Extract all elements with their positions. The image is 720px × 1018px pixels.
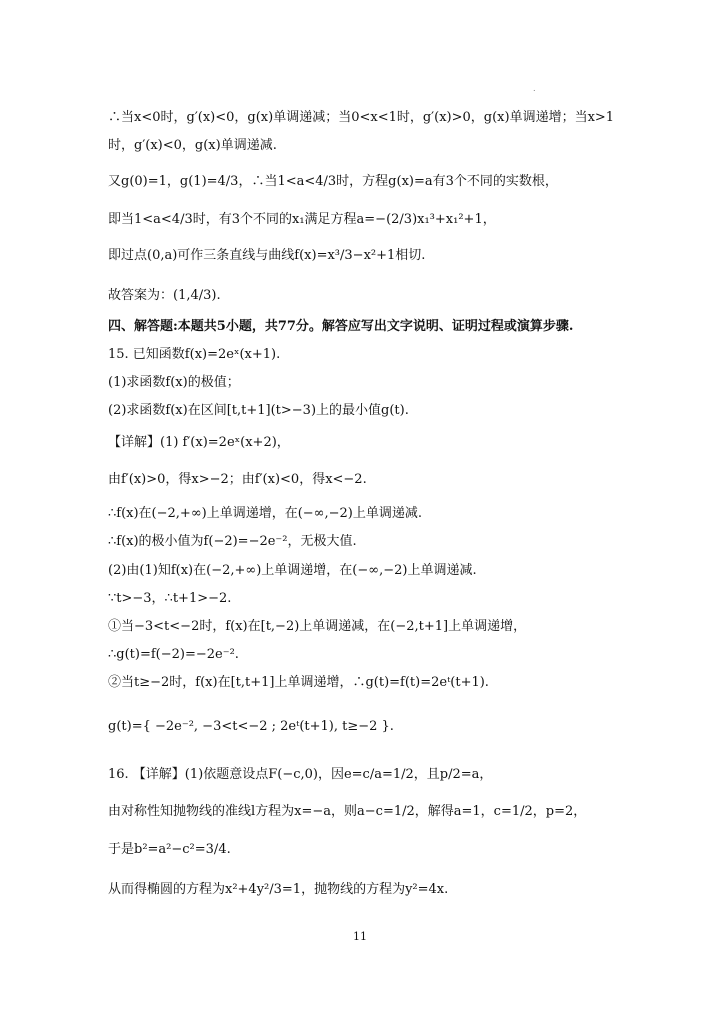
solution-line: ∴f(x)在(−2,+∞)上单调递增，在(−∞,−2)上单调递减. [108,506,423,521]
text-line: 即过点(0,a)可作三条直线与曲线f(x)=x³/3−x²+1相切. [108,248,426,263]
problem-part: (2)求函数f(x)在区间[t,t+1](t>−3)上的最小值g(t). [108,403,409,418]
header-mark: . [533,84,536,93]
solution-line: 由f′(x)>0，得x>−2；由f′(x)<0，得x<−2. [108,472,367,487]
piecewise-result: g(t)={ −2e⁻², −3<t<−2 ; 2eᵗ(t+1), t≥−2 }. [108,719,394,734]
solution-line: ∴f(x)的极小值为f(−2)=−2e⁻²，无极大值. [108,534,357,549]
problem-part: (1)求函数f(x)的极值； [108,375,240,390]
section-heading: 四、解答题:本题共5小题，共77分。解答应写出文字说明、证明过程或演算步骤. [108,319,574,334]
solution-line: 从而得椭圆的方程为x²+4y²/3=1，抛物线的方程为y²=4x. [108,882,449,897]
text-line: 故答案为：(1,4/3). [108,288,221,303]
solution-line: ①当−3<t<−2时，f(x)在[t,−2)上单调递减，在(−2,t+1]上单调递增， [108,619,527,634]
solution-line: ∴g(t)=f(−2)=−2e⁻². [108,647,239,662]
problem-statement: 15. 已知函数f(x)=2eˣ(x+1). [108,347,281,362]
text-line: 即当1<a<4/3时，有3个不同的x₁满足方程a=−(2/3)x₁³+x₁²+1， [108,212,496,227]
solution-line: ②当t≥−2时，f(x)在[t,t+1]上单调递增，∴g(t)=f(t)=2eᵗ(t+1). [108,675,489,690]
text-line: 时，g′(x)<0，g(x)单调递减. [108,138,277,153]
solution-line: ∵t>−3，∴t+1>−2. [108,591,232,606]
solution-line: 【详解】(1) f′(x)=2eˣ(x+2)， [108,435,290,450]
text-line: ∴当x<0时，g′(x)<0，g(x)单调递减；当0<x<1时，g′(x)>0，g(x)单调递增；当x>1 [108,110,615,125]
page-number: 11 [353,930,367,943]
text-line: 又g(0)=1，g(1)=4/3，∴当1<a<4/3时，方程g(x)=a有3个不同的实数根， [108,174,558,189]
solution-line: 16. 【详解】(1)依题意设点F(−c,0)，因e=c/a=1/2，且p/2=a， [108,767,493,782]
solution-line: 于是b²=a²−c²=3/4. [108,842,231,857]
solution-line: (2)由(1)知f(x)在(−2,+∞)上单调递增，在(−∞,−2)上单调递减. [108,563,477,578]
solution-line: 由对称性知抛物线的准线l方程为x=−a，则a−c=1/2，解得a=1，c=1/2，p=2， [108,804,587,819]
